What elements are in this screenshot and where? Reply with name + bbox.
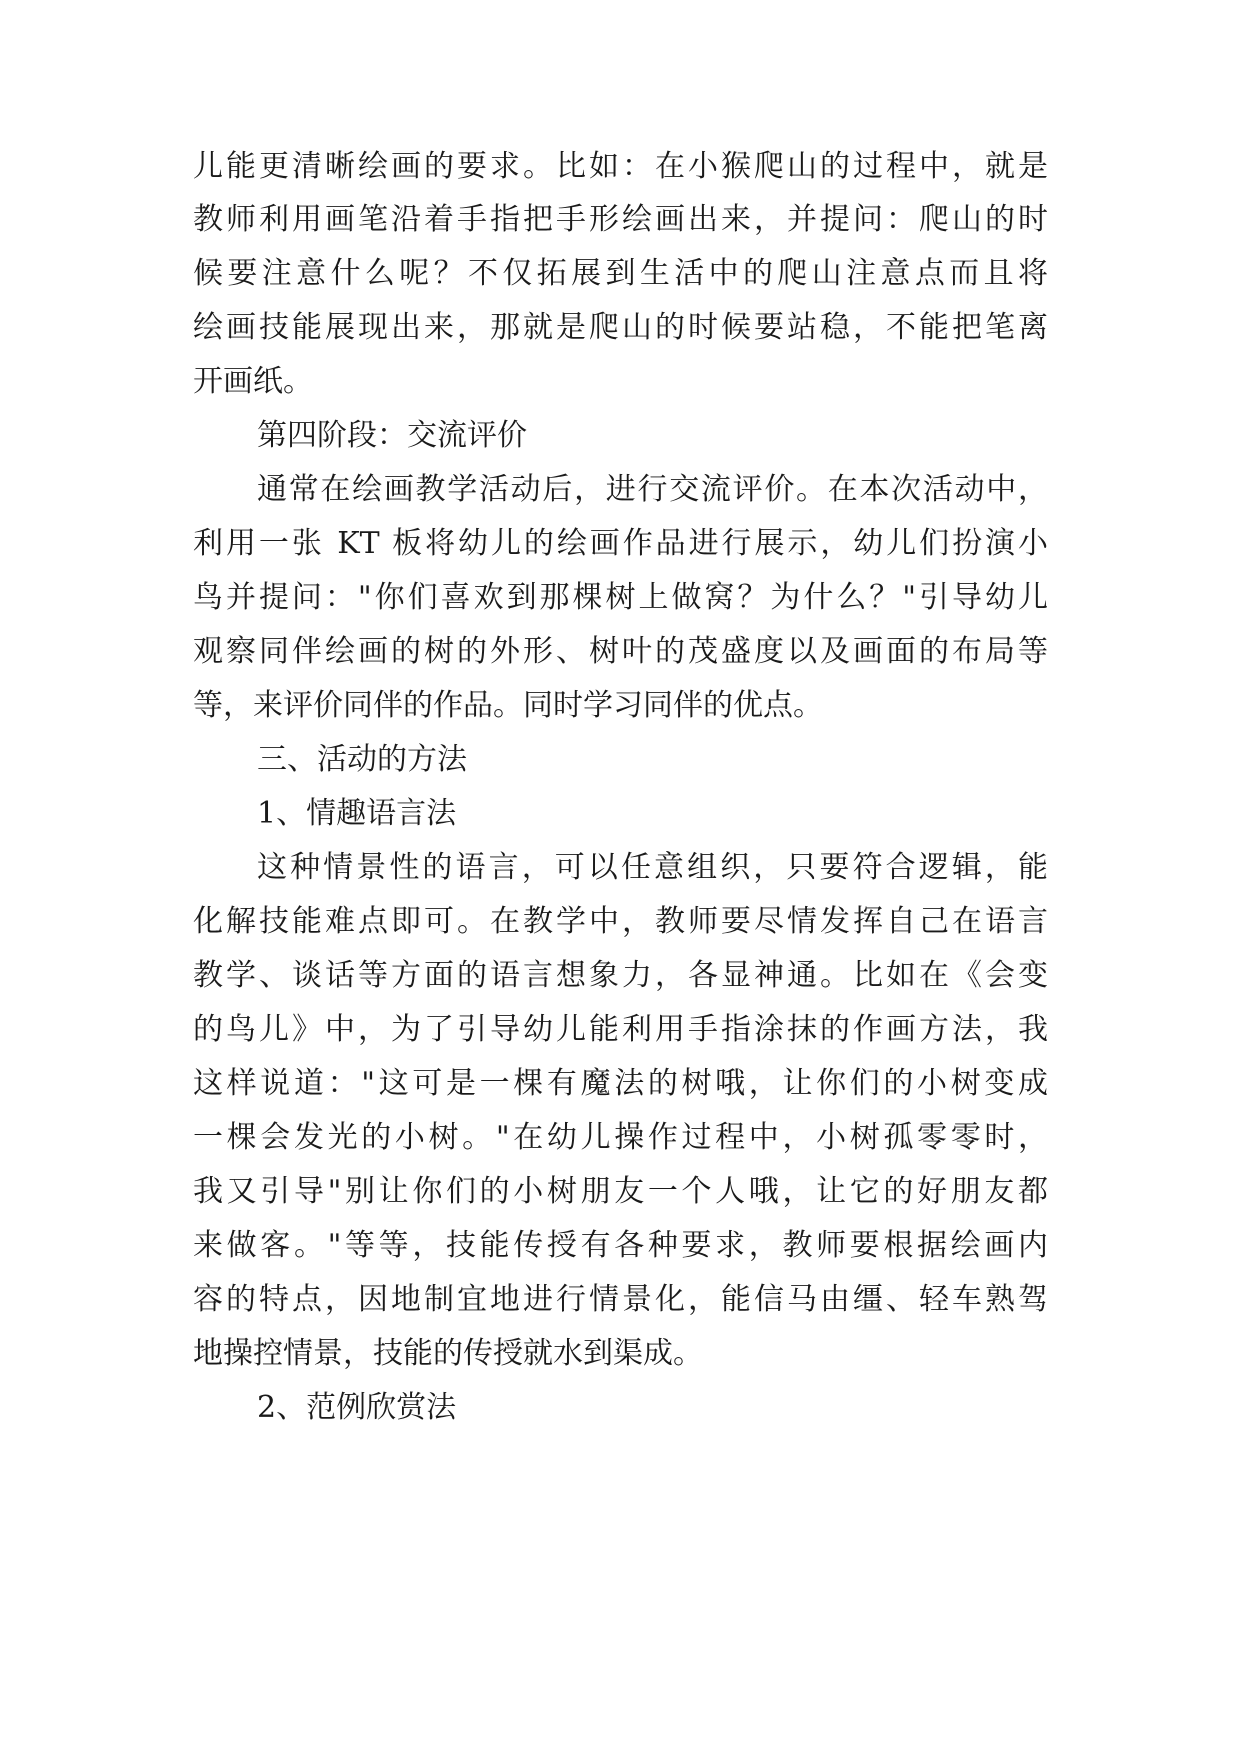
text-line: 等，来评价同伴的作品。同时学习同伴的优点。 — [193, 688, 823, 723]
text-line: 地操控情景，技能的传授就水到渠成。 — [193, 1336, 703, 1371]
text-line: 鸟并提问："你们喜欢到那棵树上做窝？为什么？"引导幼儿 — [193, 580, 1048, 615]
text-line: 这样说道："这可是一棵有魔法的树哦，让你们的小树变成 — [193, 1066, 1048, 1101]
text-line: 一棵会发光的小树。"在幼儿操作过程中，小树孤零零时， — [193, 1120, 1048, 1155]
text-line: 容的特点，因地制宜地进行情景化，能信马由缰、轻车熟驾 — [193, 1282, 1048, 1317]
text-line: 我又引导"别让你们的小树朋友一个人哦，让它的好朋友都 — [193, 1174, 1048, 1209]
section-heading: 三、活动的方法 — [257, 742, 467, 777]
text-line: 利用一张 KT 板将幼儿的绘画作品进行展示，幼儿们扮演小 — [193, 526, 1048, 561]
text-line: 绘画技能展现出来，那就是爬山的时候要站稳，不能把笔离 — [193, 310, 1048, 345]
text-line: 候要注意什么呢？不仅拓展到生活中的爬山注意点而且将 — [193, 256, 1048, 291]
subsection-heading: 2、范例欣赏法 — [257, 1390, 457, 1425]
paragraph-first-line: 这种情景性的语言，可以任意组织，只要符合逻辑，能 — [257, 850, 1048, 885]
text-line: 开画纸。 — [193, 364, 313, 399]
text-line: 来做客。"等等，技能传授有各种要求，教师要根据绘画内 — [193, 1228, 1048, 1263]
text-line: 的鸟儿》中，为了引导幼儿能利用手指涂抹的作画方法，我 — [193, 1012, 1048, 1047]
text-line: 儿能更清晰绘画的要求。比如：在小猴爬山的过程中，就是 — [193, 149, 1048, 184]
text-line: 化解技能难点即可。在教学中，教师要尽情发挥自己在语言 — [193, 904, 1048, 939]
text-line: 观察同伴绘画的树的外形、树叶的茂盛度以及画面的布局等 — [193, 634, 1048, 669]
subsection-heading: 1、情趣语言法 — [257, 796, 457, 831]
text-line: 教学、谈话等方面的语言想象力，各显神通。比如在《会变 — [193, 958, 1048, 993]
text-line: 教师利用画笔沿着手指把手形绘画出来，并提问：爬山的时 — [193, 202, 1048, 237]
section-heading: 第四阶段：交流评价 — [257, 418, 527, 453]
paragraph-first-line: 通常在绘画教学活动后，进行交流评价。在本次活动中， — [257, 472, 1048, 507]
